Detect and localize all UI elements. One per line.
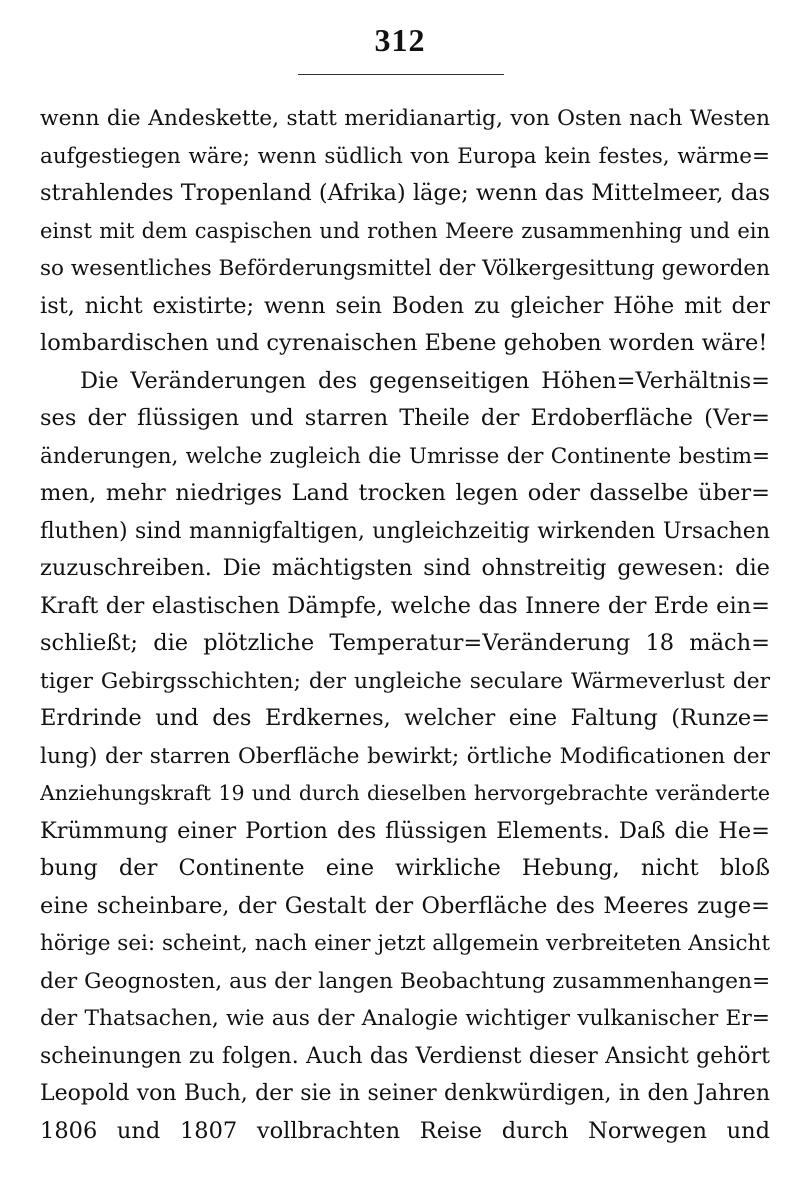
page-number: 312 <box>374 22 426 58</box>
body-text <box>40 100 770 1150</box>
text-line: ses der flüssigen und starren Theile der Erdoberfläche (Ver= <box>40 405 770 431</box>
text-line: ist, nicht existirte; wenn sein Boden zu gleicher Höhe mit der <box>40 292 770 319</box>
text-line: Leopold von Buch, der sie in seiner denkwürdigen, in den Jahren <box>40 1081 770 1106</box>
text-line: strahlendes Tropenland (Afrika) läge; wenn das Mittelmeer, das <box>40 180 770 206</box>
text-line: einst mit dem caspischen und rothen Meere zusammenhing und ein <box>40 218 770 243</box>
text-line: schließt; die plötzliche Temperatur=Veränderung 18 mäch= <box>40 630 770 656</box>
text-line: tiger Gebirgsschichten; der ungleiche seculare Wärmeverlust der <box>40 668 770 694</box>
text-line: scheinungen zu folgen. Auch das Verdienst dieser Ansicht gehört <box>40 1043 770 1069</box>
text-line: bung der Continente eine wirkliche Hebung, nicht bloß <box>40 855 770 881</box>
text-line: aufgestiegen wäre; wenn südlich von Europa kein festes, wärme= <box>40 143 770 169</box>
text-line: wenn die Andeskette, statt meridianartig, von Osten nach Westen <box>40 106 770 131</box>
text-line: men, mehr niedriges Land trocken legen oder dasselbe über= <box>40 480 770 506</box>
text-line: Die Veränderungen des gegenseitigen Höhen=Verhältnis= <box>80 367 770 394</box>
text-line: Erdrinde und des Erdkernes, welcher eine Faltung (Runze= <box>40 705 770 731</box>
text-line: eine scheinbare, der Gestalt der Oberfläche des Meeres zuge= <box>40 892 770 919</box>
text-line: 1806 und 1807 vollbrachten Reise durch Norwegen und <box>40 1117 770 1144</box>
text-line: der Geognosten, aus der langen Beobachtung zusammenhangen= <box>40 968 770 994</box>
text-line: zuzuschreiben. Die mächtigsten sind ohnstreitig gewesen: die <box>40 555 770 581</box>
text-line: hörige sei: scheint, nach einer jetzt allgemein verbreiteten Ansicht <box>40 931 770 956</box>
header-rule <box>298 74 504 75</box>
text-line: lung) der starren Oberfläche bewirkt; örtliche Modificationen der <box>40 743 770 769</box>
text-line: so wesentliches Beförderungsmittel der Völkergesittung geworden <box>40 256 770 281</box>
text-line: Kraft der elastischen Dämpfe, welche das Innere der Erde ein= <box>40 592 770 619</box>
text-line: der Thatsachen, wie aus der Analogie wichtiger vulkanischer Er= <box>40 1006 770 1031</box>
text-line: Krümmung einer Portion des flüssigen Elements. Daß die He= <box>40 817 770 844</box>
text-line: Anziehungskraft 19 und durch dieselben hervorgebrachte veränderte <box>40 781 770 805</box>
text-line: fluthen) sind mannigfaltigen, ungleichzeitig wirkenden Ursachen <box>40 518 770 544</box>
text-line: änderungen, welche zugleich die Umrisse der Continente bestim= <box>40 443 770 469</box>
text-line: lombardischen und cyrenaischen Ebene gehoben worden wäre! <box>40 330 768 356</box>
